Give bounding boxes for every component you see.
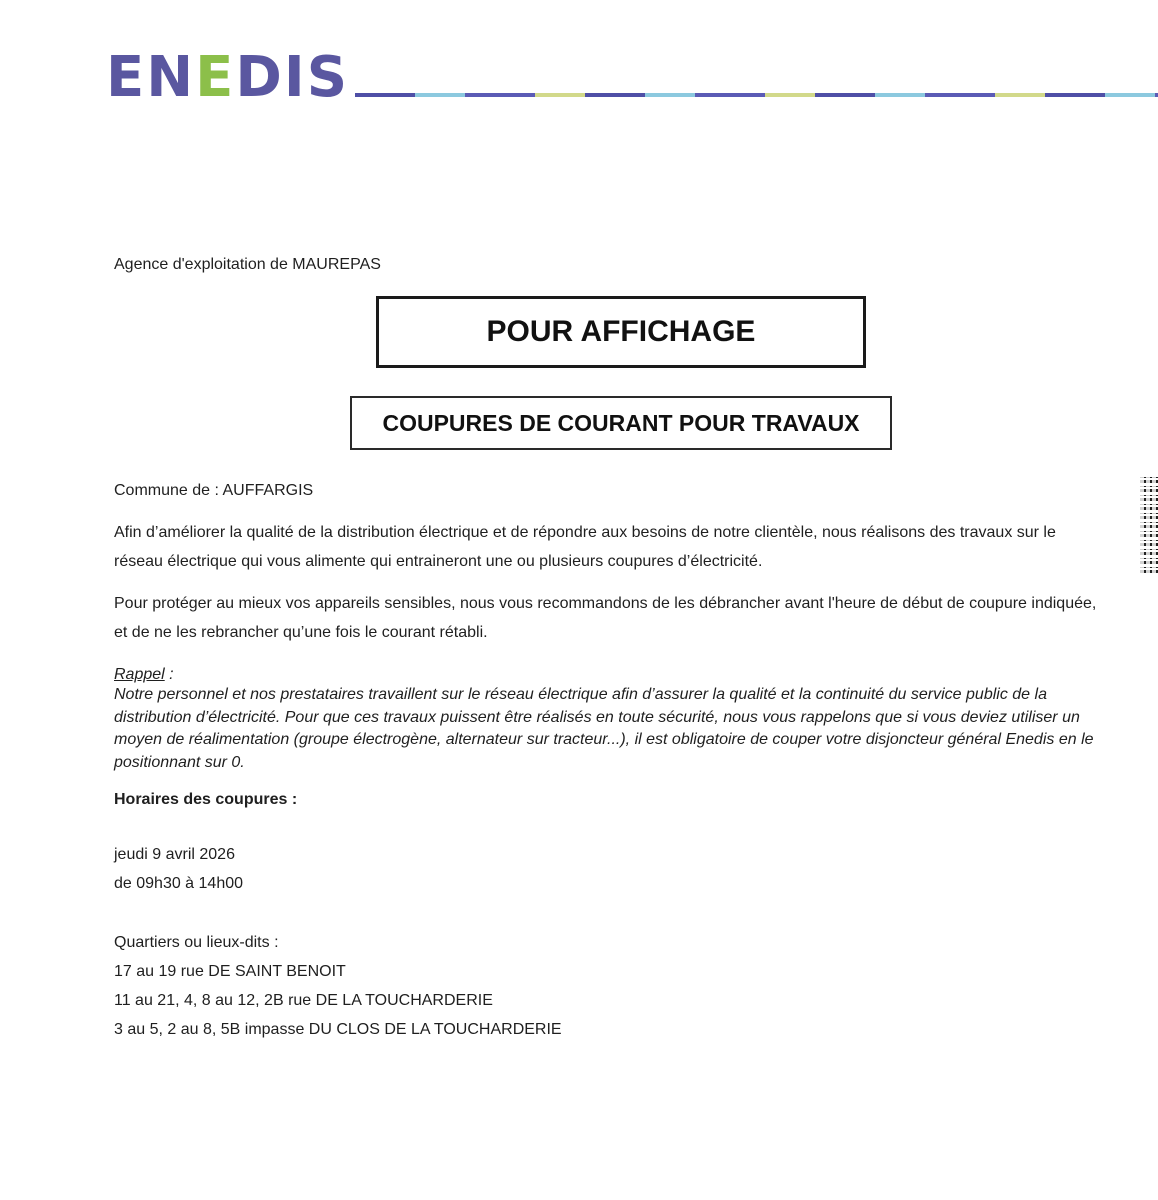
rappel-colon: : <box>164 666 174 683</box>
horaires-heading: Horaires des coupures : <box>114 791 298 808</box>
outage-time: de 09h30 à 14h00 <box>114 875 244 892</box>
address-item: 3 au 5, 2 au 8, 5B impasse DU CLOS DE LA TOUCHARDERIE <box>114 1021 562 1038</box>
pour-affichage-title: POUR AFFICHAGE <box>486 315 756 348</box>
paragraph-appareils: Pour protéger au mieux vos appareils sensibles, nous vous recommandons de les débrancher avant l'heure de début de coupure indiquée, et de ne les rebrancher qu’une fois le courant rétabli. <box>114 595 1097 641</box>
quartiers-heading: Quartiers ou lieux-dits : <box>114 934 279 951</box>
rappel-body: Notre personnel et nos prestataires travaillent sur le réseau électrique afin d’assurer la qualité et la continuité du service public de la distribution d’électricité. Pour que ces travaux puissent être réalisés en toute sécurité, nous vous rappelons que si vous deviez utiliser un moyen de réalimentation (groupe électrogène, alternateur sur tracteur...), il est obligatoire de couper votre disjoncteur général Enedis en le positionnant sur 0. <box>114 686 1094 771</box>
coupures-box <box>350 396 892 450</box>
address-item: 11 au 21, 4, 8 au 12, 2B rue DE LA TOUCHARDERIE <box>114 992 493 1009</box>
paragraph-intro: Afin d’améliorer la qualité de la distribution électrique et de répondre aux besoins de notre clientèle, nous réalisons des travaux sur le réseau électrique qui vous alimente qui entraineront une ou plusieurs coupures d’électricité. <box>114 524 1056 570</box>
enedis-logo: ENEDIS <box>106 45 350 110</box>
commune-label: Commune de : AUFFARGIS <box>114 482 314 499</box>
rappel-title: Rappel <box>114 666 165 683</box>
outage-date: jeudi 9 avril 2026 <box>114 846 235 863</box>
coupures-title: COUPURES DE COURANT POUR TRAVAUX <box>382 409 860 436</box>
agency-label: Agence d'exploitation de MAUREPAS <box>114 256 381 273</box>
header-divider <box>355 93 1158 97</box>
pour-affichage-box <box>376 296 866 368</box>
qr-code-fragment <box>1140 477 1158 573</box>
address-item: 17 au 19 rue DE SAINT BENOIT <box>114 963 346 980</box>
